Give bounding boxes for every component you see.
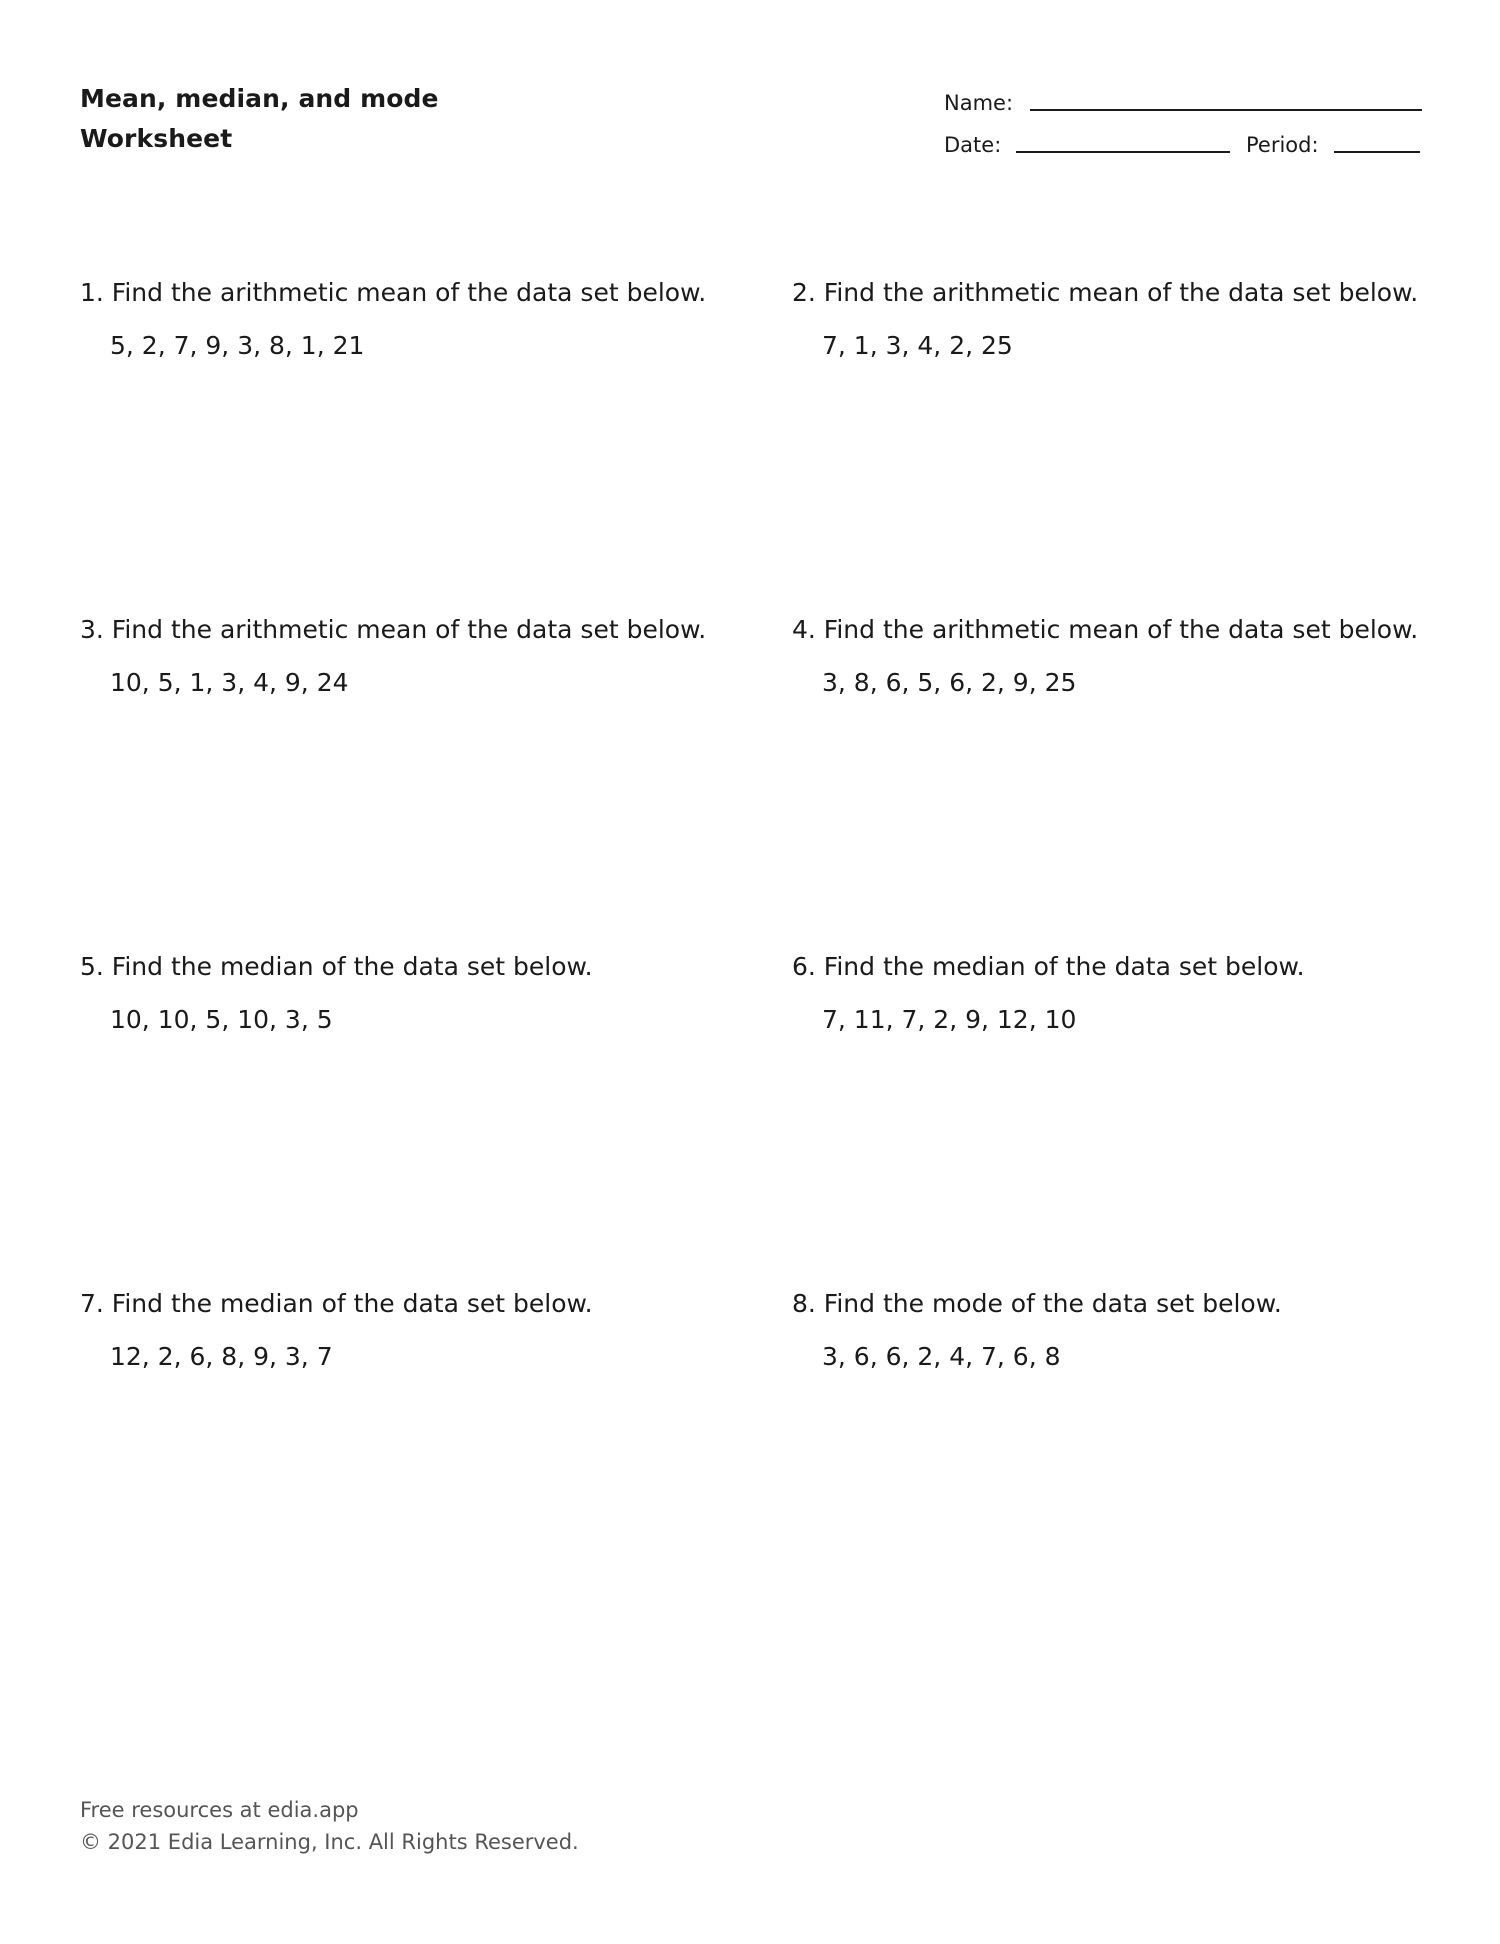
question-1 [80, 278, 706, 360]
question-6 [792, 952, 1305, 1034]
question-data-set: 7, 1, 3, 4, 2, 25 [822, 331, 1013, 360]
question-prompt: 1. Find the arithmetic mean of the data set below. [80, 278, 707, 307]
question-data-set: 3, 6, 6, 2, 4, 7, 6, 8 [822, 1342, 1061, 1371]
period-label: Period: [1246, 133, 1319, 157]
question-prompt: 4. Find the arithmetic mean of the data set below. [792, 615, 1419, 644]
question-data-set: 3, 8, 6, 5, 6, 2, 9, 25 [822, 668, 1077, 697]
question-data-set: 10, 10, 5, 10, 3, 5 [110, 1005, 333, 1034]
question-prompt: 6. Find the median of the data set below. [792, 952, 1305, 981]
question-8 [792, 1289, 1282, 1371]
name-label: Name: [944, 91, 1014, 115]
question-prompt: 3. Find the arithmetic mean of the data set below. [80, 615, 707, 644]
question-prompt: 2. Find the arithmetic mean of the data set below. [792, 278, 1419, 307]
question-data-set: 12, 2, 6, 8, 9, 3, 7 [110, 1342, 333, 1371]
question-4 [792, 615, 1418, 697]
worksheet-subtitle: Worksheet [80, 124, 233, 153]
question-5 [80, 952, 593, 1034]
question-7 [80, 1289, 593, 1371]
question-data-set: 7, 11, 7, 2, 9, 12, 10 [822, 1005, 1077, 1034]
period-field[interactable] [1334, 151, 1420, 153]
name-field[interactable] [1030, 109, 1422, 111]
question-2 [792, 278, 1418, 360]
footer-copyright: © 2021 Edia Learning, Inc. All Rights Reserved. [80, 1830, 579, 1854]
question-prompt: 7. Find the median of the data set below. [80, 1289, 593, 1318]
question-3 [80, 615, 706, 697]
question-prompt: 8. Find the mode of the data set below. [792, 1289, 1282, 1318]
footer-resources: Free resources at edia.app [80, 1798, 359, 1822]
question-data-set: 5, 2, 7, 9, 3, 8, 1, 21 [110, 331, 365, 360]
question-data-set: 10, 5, 1, 3, 4, 9, 24 [110, 668, 349, 697]
question-prompt: 5. Find the median of the data set below. [80, 952, 593, 981]
worksheet-title: Mean, median, and mode [80, 84, 439, 113]
date-label: Date: [944, 133, 1002, 157]
date-field[interactable] [1016, 151, 1230, 153]
